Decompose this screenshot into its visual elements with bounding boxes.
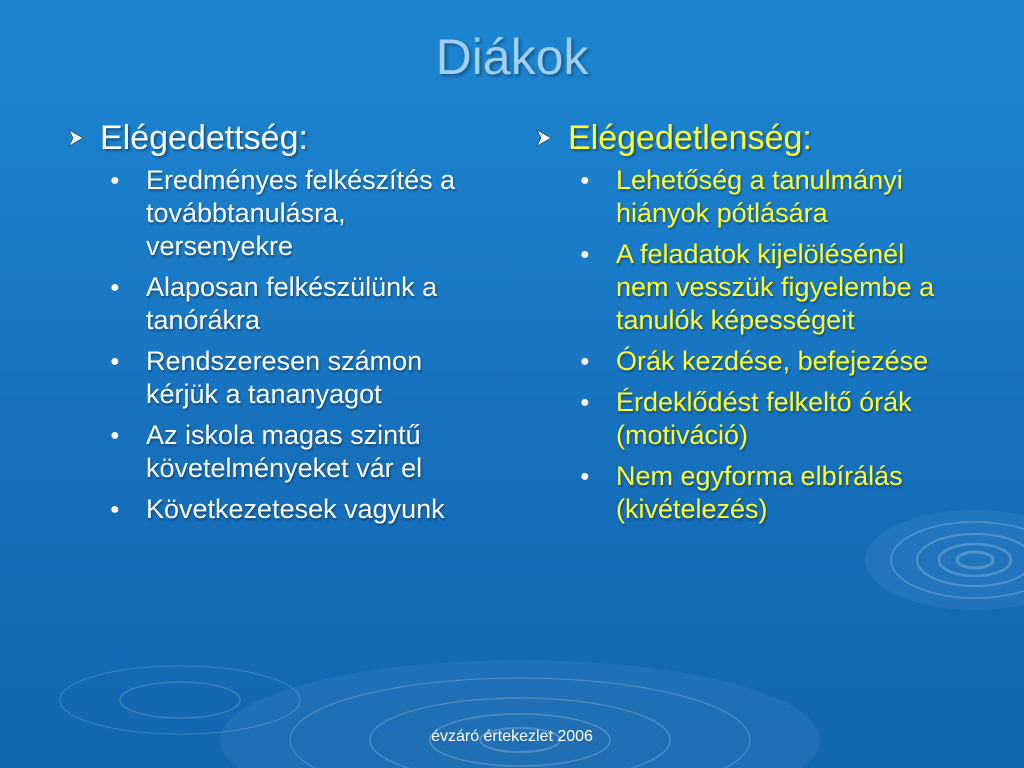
dissatisfaction-column	[534, 118, 974, 534]
satisfaction-heading-label: Elégedettség:	[100, 119, 308, 157]
round-bullet-icon: ●	[580, 172, 590, 189]
list-item	[66, 164, 506, 263]
round-bullet-icon: ●	[110, 172, 120, 189]
list-item	[534, 164, 974, 230]
round-bullet-icon: ●	[580, 246, 590, 263]
round-bullet-icon: ●	[110, 353, 120, 370]
list-item	[66, 419, 506, 485]
round-bullet-icon: ●	[580, 468, 590, 485]
list-item-text: Érdeklődést felkeltő órák (motiváció)	[616, 387, 912, 450]
list-item	[534, 238, 974, 337]
round-bullet-icon: ●	[580, 394, 590, 411]
list-item-text: Órák kezdése, befejezése	[616, 346, 929, 376]
dissatisfaction-heading-label: Elégedetlenség:	[568, 119, 812, 157]
round-bullet-icon: ●	[110, 279, 120, 296]
dissatisfaction-heading	[534, 118, 974, 158]
list-item	[66, 345, 506, 411]
list-item-text: Rendszeresen számon kérjük a tananyagot	[146, 346, 423, 409]
list-item	[66, 271, 506, 337]
list-item	[66, 493, 506, 526]
list-item-text: Alaposan felkészülünk a tanórákra	[146, 272, 438, 335]
round-bullet-icon: ●	[110, 501, 120, 518]
list-item-text: Eredményes felkészítés a továbbtanulásra, versenyekre	[146, 165, 456, 261]
round-bullet-icon: ●	[110, 427, 120, 444]
satisfaction-column	[66, 118, 506, 534]
satisfaction-heading	[66, 118, 506, 158]
list-item	[534, 345, 974, 378]
satisfaction-list	[66, 164, 506, 526]
list-item	[534, 460, 974, 526]
list-item-text: Lehetőség a tanulmányi hiányok pótlására	[616, 165, 903, 228]
list-item-text: Következetesek vagyunk	[146, 494, 445, 524]
slide-footer: évzáró értekezlet 2006	[431, 728, 593, 745]
arrow-bullet-icon	[66, 118, 100, 158]
round-bullet-icon: ●	[580, 353, 590, 370]
slide-title: Diákok	[435, 29, 589, 85]
list-item-text: Az iskola magas szintű követelményeket vár el	[146, 420, 423, 483]
list-item-text: Nem egyforma elbírálás (kivételezés)	[616, 461, 903, 524]
dissatisfaction-list	[534, 164, 974, 526]
list-item	[534, 386, 974, 452]
arrow-bullet-icon	[534, 118, 568, 158]
list-item-text: A feladatok kijelölésénél nem vesszük figyelembe a tanulók képességeit	[616, 239, 935, 335]
